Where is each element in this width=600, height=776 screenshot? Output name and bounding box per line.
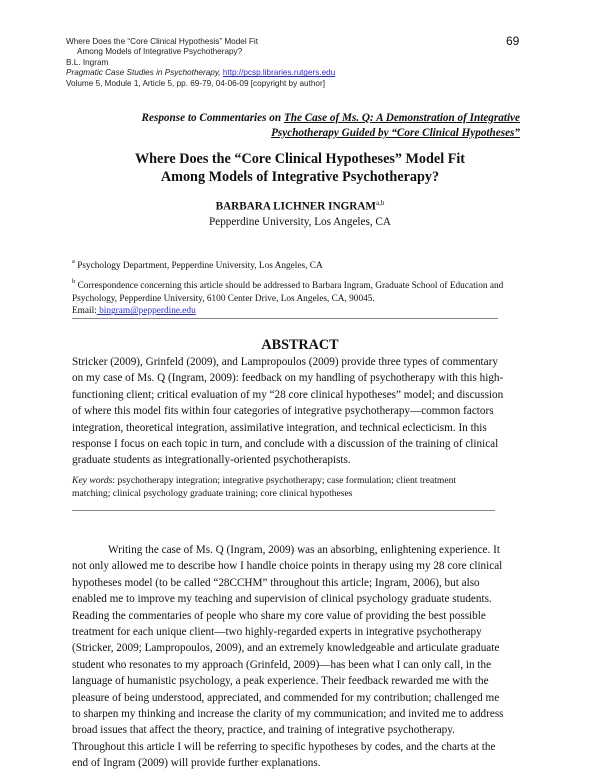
body-line: to sharpen my thinking and increase the clarity of my communication; and invited me to address bbox=[72, 708, 504, 721]
case-title-1: The Case of Ms. Q: A Demonstration of Integrative bbox=[283, 112, 520, 124]
abstract-line: integration, theoretical integration, assimilative integration, and technical eclecticism. In this bbox=[72, 421, 487, 434]
footnote-b-line2: Psychology, Pepperdine University, 6100 Center Drive, Los Angeles, CA, 90045. bbox=[72, 293, 375, 304]
title-line1: Where Does the “Core Clinical Hypotheses” Model Fit bbox=[134, 151, 466, 167]
header-journal: Pragmatic Case Studies in Psychotherapy, bbox=[66, 68, 221, 78]
abstract-line: response I focus on each topic in turn, and conclude with a discussion of the training of clinical bbox=[72, 438, 499, 451]
header-title-line2: Among Models of Integrative Psychotherapy? bbox=[77, 47, 243, 57]
body-line: end of Ingram (2009) will provide further explanations. bbox=[72, 757, 321, 770]
body-line: language of humanistic psychology, a peak experience. Their feedback rewarded me with the bbox=[72, 675, 489, 688]
footnote-b-mark: b bbox=[72, 277, 76, 285]
title-line2: Among Models of Integrative Psychotherapy? bbox=[160, 169, 440, 185]
header-volume: Volume 5, Module 1, Article 5, pp. 69-79, 04-06-09 [copyright by author] bbox=[66, 78, 325, 88]
abstract-line: on my case of Ms. Q (Ingram, 2009): feedback on my handling of psychotherapy with this high- bbox=[72, 372, 504, 385]
abstract-heading: ABSTRACT bbox=[261, 337, 339, 353]
footnote-b-line1: Correspondence concerning this article should be addressed to Barbara Ingram, Graduate School of Education and bbox=[77, 280, 504, 291]
footnotes bbox=[72, 256, 503, 318]
response-prefix: Response to Commentaries on bbox=[141, 112, 284, 124]
keywords-label: Key words bbox=[72, 475, 113, 486]
author-superscript: a,b bbox=[376, 199, 385, 207]
email-link[interactable]: bingram@pepperdine.edu bbox=[96, 306, 196, 317]
body-line: Writing the case of Ms. Q (Ingram, 2009) was an absorbing, enlightening experience. It bbox=[108, 544, 500, 556]
body-line: broad issues that affect the theory, practice, and training of integrative psychotherapy. bbox=[72, 724, 455, 737]
divider bbox=[72, 318, 498, 319]
body-line: not only allowed me to describe how I handle choice points in therapy using my 28 core clinical bbox=[72, 560, 503, 573]
abstract-text bbox=[72, 354, 503, 469]
footnote-a: Psychology Department, Pepperdine University, Los Angeles, CA bbox=[77, 261, 323, 271]
abstract-line: Stricker (2009), Grinfeld (2009), and Lampropoulos (2009) provide three types of commentary bbox=[72, 356, 498, 368]
abstract-line: graduate students as integrationally-oriented psychotherapists. bbox=[72, 454, 351, 467]
footnote-a-mark: a bbox=[72, 258, 75, 265]
body-paragraph bbox=[72, 542, 504, 772]
divider bbox=[72, 510, 495, 511]
email-label: Email: bbox=[72, 306, 97, 317]
response-line bbox=[142, 111, 520, 141]
body-line: student who resonates to my approach (Grinfeld, 2009)—has been what I can only call, in the bbox=[72, 658, 492, 671]
header-title-line1: Where Does the “Core Clinical Hypothesis” Model Fit bbox=[66, 37, 259, 46]
running-header bbox=[66, 37, 335, 89]
article-title bbox=[0, 150, 600, 186]
keywords bbox=[72, 474, 456, 500]
body-line: pleasure of being understood, appreciated, and commended for my contribution; challenged me bbox=[72, 691, 500, 704]
case-title-2: Psychotherapy Guided by “Core Clinical Hypotheses” bbox=[271, 127, 520, 139]
abstract-line: functioning client; critical evaluation of my “28 core clinical hypotheses” model; and discussion bbox=[72, 388, 504, 401]
page-number: 69 bbox=[506, 34, 520, 48]
header-author: B.L. Ingram bbox=[66, 57, 109, 67]
journal-link[interactable]: http://pcsp.libraries.rutgers.edu bbox=[222, 68, 336, 78]
body-line: Reading the commentaries of people who share my core value of providing the best possible bbox=[72, 609, 486, 622]
body-line: Throughout this article I will be referring to specific hypotheses by codes, and the charts at the bbox=[72, 740, 496, 753]
keywords-line1: : psychotherapy integration; integrative psychotherapy; case formulation; client treatment bbox=[112, 475, 457, 486]
author-block bbox=[0, 196, 600, 230]
abstract-line: of where this model fits within four categories of integrative psychotherapy—common factors bbox=[72, 405, 494, 418]
author-name: BARBARA LICHNER INGRAM bbox=[215, 200, 376, 213]
keywords-line2: matching; clinical psychology graduate training; core clinical hypotheses bbox=[72, 488, 353, 499]
body-line: hypotheses model (to be called “28CCHM” throughout this article; Ingram, 2006), but also bbox=[72, 576, 480, 589]
body-line: enabled me to improve my teaching and supervision of clinical psychology graduate students. bbox=[72, 593, 492, 606]
body-line: (Stricker, 2009; Lampropoulos, 2009), and an extremely knowledgeable and articulate graduate bbox=[72, 642, 500, 655]
body-line: treatment for each unique client—two highly-regarded experts in integrative psychotherapy bbox=[72, 626, 482, 639]
author-affiliation: Pepperdine University, Los Angeles, CA bbox=[209, 215, 391, 228]
